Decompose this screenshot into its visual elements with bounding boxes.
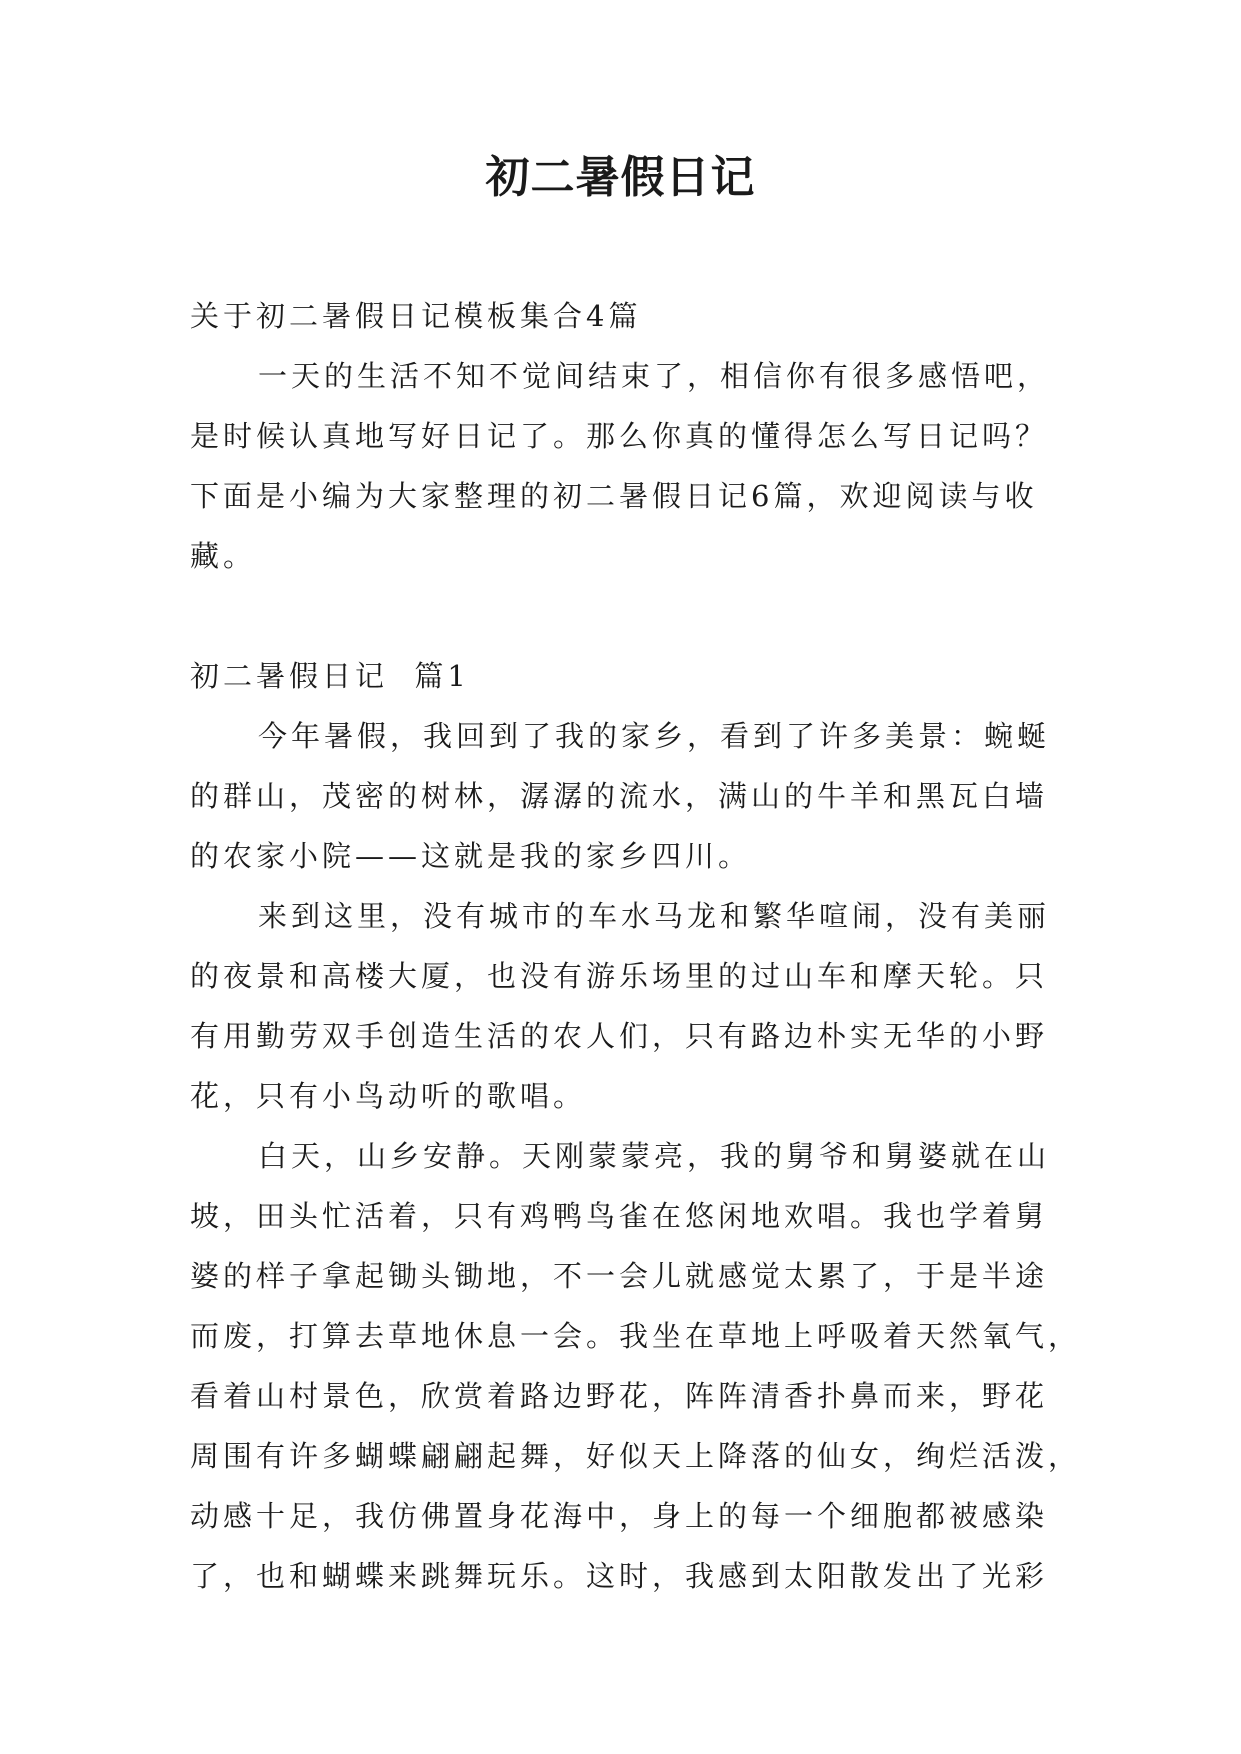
section-heading: 初二暑假日记 篇1	[190, 659, 470, 693]
paragraph-line: 而废，打算去草地休息一会。我坐在草地上呼吸着天然氧气，	[190, 1319, 1082, 1353]
intro-line: 下面是小编为大家整理的初二暑假日记6篇，欢迎阅读与收	[190, 479, 1038, 513]
intro-line: 是时候认真地写好日记了。那么你真的懂得怎么写日记吗？	[190, 419, 1049, 453]
paragraph-line: 来到这里，没有城市的车水马龙和繁华喧闹，没有美丽	[258, 899, 1051, 933]
paragraph-line: 有用勤劳双手创造生活的农人们，只有路边朴实无华的小野	[190, 1019, 1049, 1053]
blank-line	[190, 586, 1052, 646]
paragraph-line: 的群山，茂密的树林，潺潺的流水，满山的牛羊和黑瓦白墙	[190, 779, 1049, 813]
paragraph-2	[190, 886, 1052, 1126]
intro-line: 藏。	[190, 539, 257, 573]
subtitle: 关于初二暑假日记模板集合4篇	[190, 299, 642, 333]
document-title: 初二暑假日记	[485, 152, 756, 203]
paragraph-line: 花，只有小鸟动听的歌唱。	[190, 1079, 587, 1113]
paragraph-line: 动感十足，我仿佛置身花海中，身上的每一个细胞都被感染	[190, 1499, 1049, 1533]
intro-line: 一天的生活不知不觉间结束了，相信你有很多感悟吧，	[258, 359, 1051, 393]
paragraph-line: 坡，田头忙活着，只有鸡鸭鸟雀在悠闲地欢唱。我也学着舅	[190, 1199, 1049, 1233]
paragraph-1	[190, 706, 1052, 886]
paragraph-line: 今年暑假，我回到了我的家乡，看到了许多美景：蜿蜒	[258, 719, 1051, 753]
paragraph-line: 的夜景和高楼大厦，也没有游乐场里的过山车和摩天轮。只	[190, 959, 1049, 993]
paragraph-line: 看着山村景色，欣赏着路边野花，阵阵清香扑鼻而来，野花	[190, 1379, 1049, 1413]
paragraph-3	[190, 1126, 1082, 1606]
paragraph-line: 婆的样子拿起锄头锄地，不一会儿就感觉太累了，于是半途	[190, 1259, 1049, 1293]
intro-paragraph	[190, 346, 1052, 586]
paragraph-line: 的农家小院——这就是我的家乡四川。	[190, 839, 752, 873]
paragraph-line: 周围有许多蝴蝶翩翩起舞，好似天上降落的仙女，绚烂活泼，	[190, 1439, 1082, 1473]
document-body	[190, 286, 1082, 1606]
paragraph-line: 了，也和蝴蝶来跳舞玩乐。这时，我感到太阳散发出了光彩	[190, 1559, 1049, 1593]
paragraph-line: 白天，山乡安静。天刚蒙蒙亮，我的舅爷和舅婆就在山	[258, 1139, 1051, 1173]
